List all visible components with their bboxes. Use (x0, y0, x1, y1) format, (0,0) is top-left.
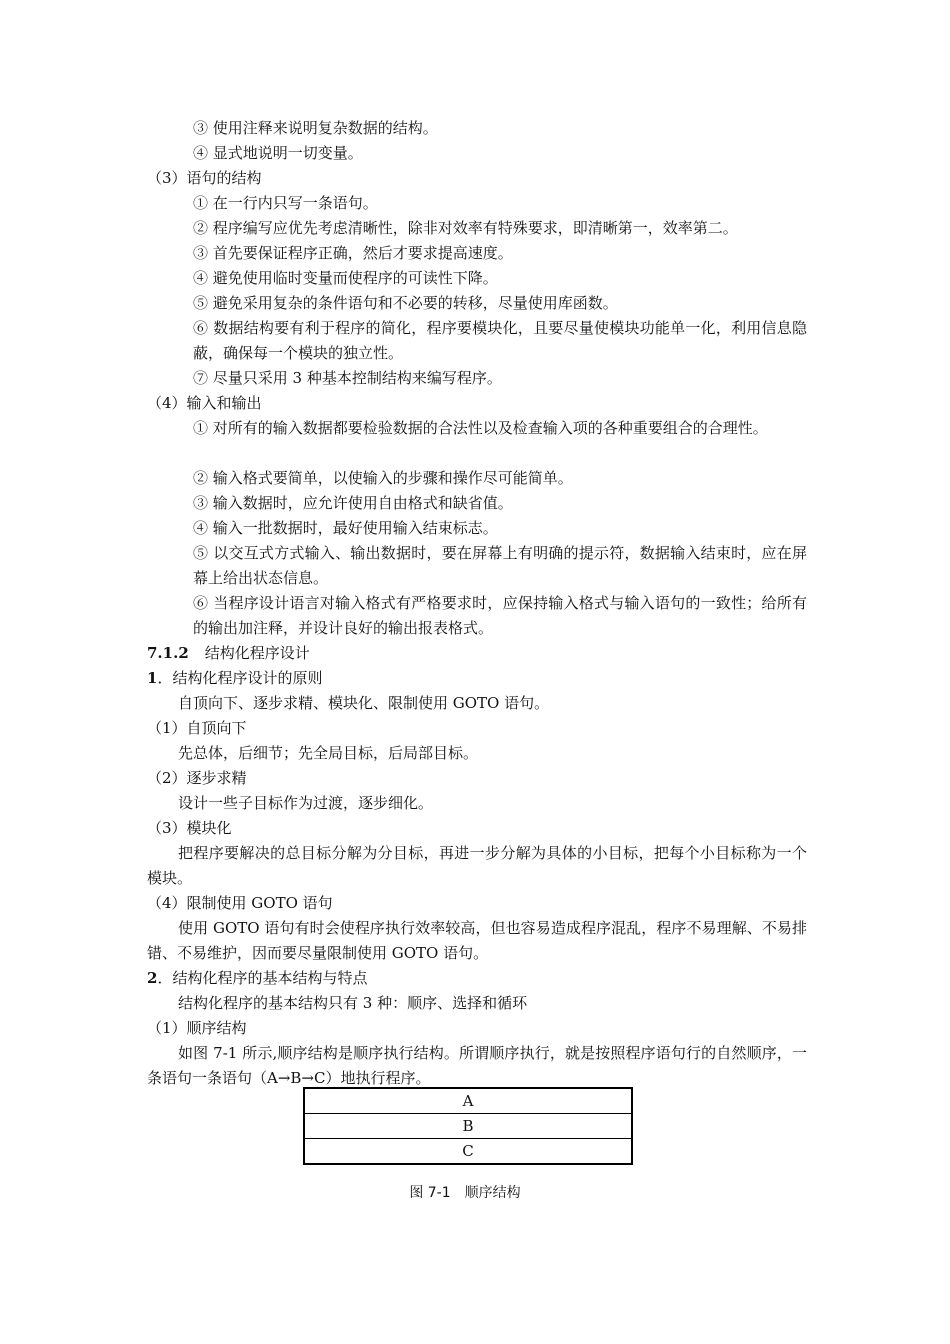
part2-p1: 如图 7-1 所示,顺序结构是顺序执行结构。所谓顺序执行，就是按照程序语句行的自然顺序，一条语句一条语句（A→B→C）地执行程序。 (147, 1044, 807, 1087)
statement-item-3: ③ 首先要保证程序正确，然后才要求提高速度。 (193, 244, 513, 262)
part1-h3: （3）模块化 (147, 819, 232, 837)
part2-h1: （1）顺序结构 (147, 1019, 247, 1037)
statement-item-5: ⑤ 避免采用复杂的条件语句和不必要的转移，尽量使用库函数。 (193, 294, 618, 312)
figure-cell-c: C (305, 1138, 631, 1163)
part1-number: 1 (147, 669, 158, 687)
io-item-5: ⑤ 以交互式方式输入、输出数据时，要在屏幕上有明确的提示符，数据输入结束时，应在屏幕上给出状态信息。 (193, 544, 807, 587)
part1-p2: 设计一些子目标作为过渡，逐步细化。 (178, 794, 434, 812)
io-item-6: ⑥ 当程序设计语言对输入格式有严格要求时，应保持输入格式与输入语句的一致性；给所有的输出加注释，并设计良好的输出报表格式。 (193, 594, 807, 637)
part2-heading: 2．结构化程序的基本结构与特点 (147, 969, 368, 987)
part2-intro: 结构化程序的基本结构只有 3 种：顺序、选择和循环 (178, 994, 528, 1012)
statement-item-7: ⑦ 尽量只采用 3 种基本控制结构来编写程序。 (193, 369, 502, 387)
part1-h4: （4）限制使用 GOTO 语句 (147, 894, 333, 912)
data-item-3: ③ 使用注释来说明复杂数据的结构。 (193, 119, 438, 137)
io-item-3: ③ 输入数据时，应允许使用自由格式和缺省值。 (193, 494, 513, 512)
io-heading: （4）输入和输出 (147, 394, 262, 412)
figure-cell-b: B (305, 1113, 631, 1138)
statement-item-2: ② 程序编写应优先考虑清晰性，除非对效率有特殊要求，即清晰第一，效率第二。 (193, 219, 738, 237)
section-heading (147, 641, 310, 666)
section-number: 7.1.2 (147, 644, 189, 662)
io-item-1: ① 对所有的输入数据都要检验数据的合法性以及检查输入项的各种重要组合的合理性。 (193, 419, 768, 437)
part2-number: 2 (147, 969, 158, 987)
figure-caption: 图 7-1 顺序结构 (409, 1185, 521, 1201)
sequence-structure-figure (303, 1087, 633, 1165)
statement-item-4: ④ 避免使用临时变量而使程序的可读性下降。 (193, 269, 498, 287)
part1-intro: 自顶向下、逐步求精、模块化、限制使用 GOTO 语句。 (178, 694, 550, 712)
statement-heading: （3）语句的结构 (147, 169, 262, 187)
io-item-4: ④ 输入一批数据时，最好使用输入结束标志。 (193, 519, 498, 537)
part1-heading: 1．结构化程序设计的原则 (147, 669, 323, 687)
part1-p3: 把程序要解决的总目标分解为分目标，再进一步分解为具体的小目标，把每个小目标称为一个模块。 (147, 844, 807, 887)
part1-p4: 使用 GOTO 语句有时会使程序执行效率较高，但也容易造成程序混乱，程序不易理解、不易排错、不易维护，因而要尽量限制使用 GOTO 语句。 (147, 919, 807, 962)
section-title: 结构化程序设计 (204, 644, 310, 662)
part1-h1: （1）自顶向下 (147, 719, 247, 737)
io-item-2: ② 输入格式要简单，以使输入的步骤和操作尽可能简单。 (193, 469, 573, 487)
statement-item-1: ① 在一行内只写一条语句。 (193, 194, 378, 212)
statement-item-6: ⑥ 数据结构要有利于程序的简化，程序要模块化，且要尽量使模块功能单一化，利用信息隐蔽，确保每一个模块的独立性。 (193, 319, 807, 362)
part2-title: 结构化程序的基本结构与特点 (172, 969, 368, 987)
figure-cell-a: A (462, 1092, 474, 1110)
part1-p1: 先总体，后细节；先全局目标，后局部目标。 (178, 744, 479, 762)
data-item-4: ④ 显式地说明一切变量。 (193, 144, 363, 162)
part1-h2: （2）逐步求精 (147, 769, 247, 787)
part1-title: 结构化程序设计的原则 (172, 669, 323, 687)
